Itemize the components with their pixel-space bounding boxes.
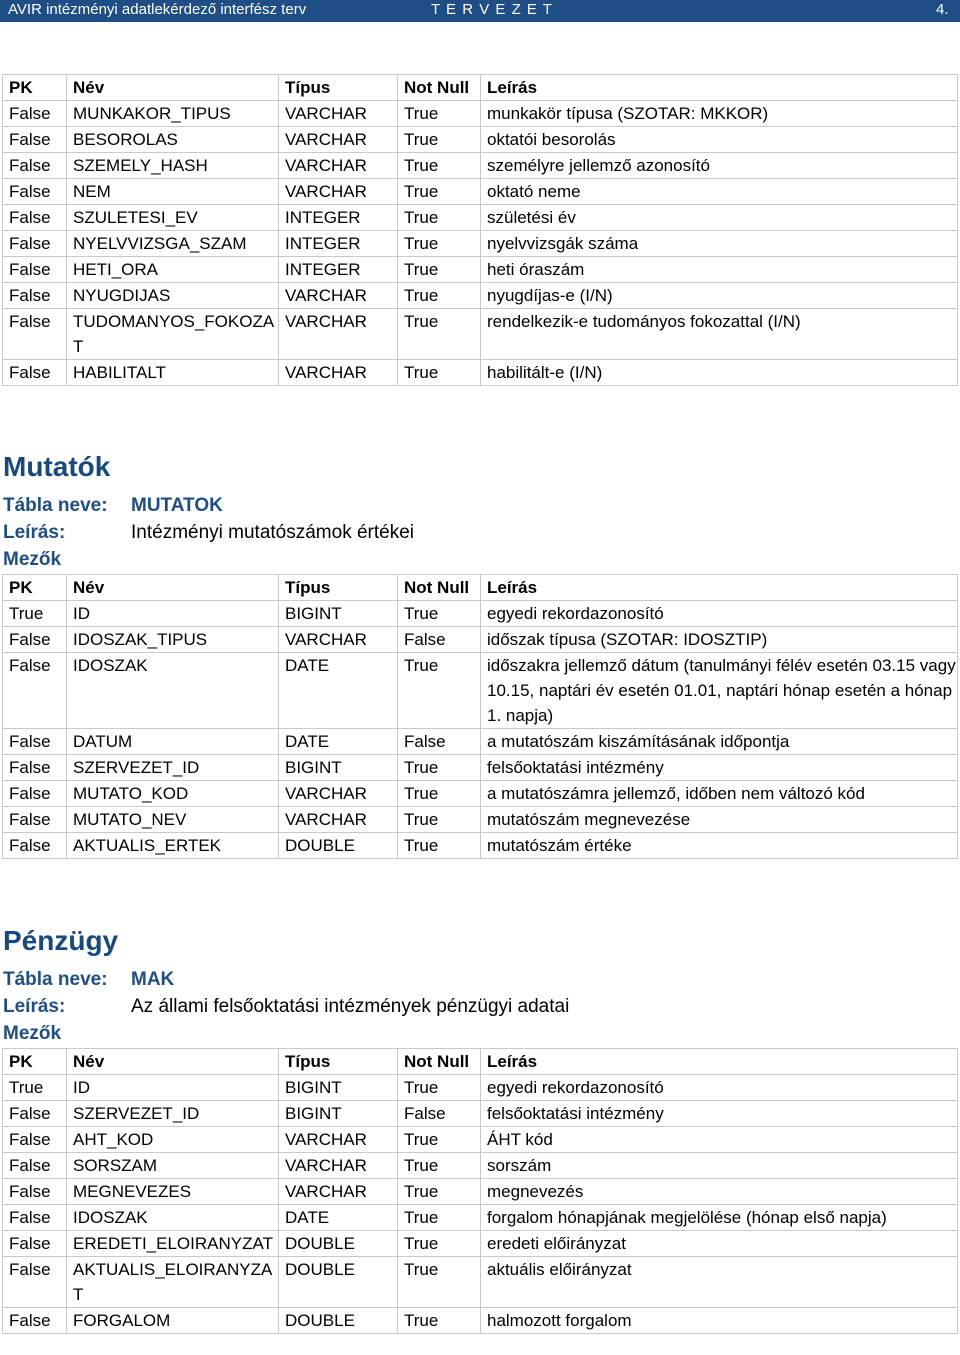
not-null-cell: True [398, 1127, 481, 1153]
name-cell: ID [67, 1075, 279, 1101]
name-cell: IDOSZAK [67, 1205, 279, 1231]
pk-cell: False [3, 101, 67, 127]
description-cell: mutatószám megnevezése [481, 807, 958, 833]
not-null-cell: True [398, 755, 481, 781]
not-null-cell: True [398, 1205, 481, 1231]
table-header-row [3, 1049, 958, 1075]
not-null-cell: True [398, 231, 481, 257]
not-null-cell: True [398, 833, 481, 859]
fields-label: Mezők [3, 549, 62, 570]
column-header-pk: PK [3, 75, 67, 101]
not-null-cell: True [398, 1179, 481, 1205]
table-name-row [3, 492, 223, 519]
description-cell: felsőoktatási intézmény [481, 755, 958, 781]
table-row [3, 1179, 958, 1205]
column-header-type: Típus [279, 1049, 398, 1075]
not-null-cell: False [398, 729, 481, 755]
document-status: T E R V E Z E T [431, 1, 553, 18]
not-null-cell: False [398, 1101, 481, 1127]
table-header-row [3, 575, 958, 601]
name-cell: MUTATO_KOD [67, 781, 279, 807]
table-description-value: Az állami felsőoktatási intézmények pénzügyi adatai [131, 996, 570, 1017]
type-cell: VARCHAR [279, 1179, 398, 1205]
not-null-cell: True [398, 257, 481, 283]
pk-cell: False [3, 1308, 67, 1334]
not-null-cell: True [398, 781, 481, 807]
description-cell: rendelkezik-e tudományos fokozattal (I/N) [481, 309, 958, 360]
name-cell: SORSZAM [67, 1153, 279, 1179]
pk-cell: False [3, 153, 67, 179]
table-row [3, 179, 958, 205]
description-cell: születési év [481, 205, 958, 231]
table-row [3, 627, 958, 653]
description-cell: időszak típusa (SZOTAR: IDOSZTIP) [481, 627, 958, 653]
type-cell: VARCHAR [279, 101, 398, 127]
not-null-cell: True [398, 1153, 481, 1179]
pk-cell: False [3, 1205, 67, 1231]
not-null-cell: True [398, 1231, 481, 1257]
column-header-name: Név [67, 575, 279, 601]
fields-table-oktatok [2, 74, 958, 386]
name-cell: TUDOMANYOS_FOKOZAT [67, 309, 279, 360]
name-cell: SZERVEZET_ID [67, 1101, 279, 1127]
table-row [3, 1308, 958, 1334]
pk-cell: False [3, 1179, 67, 1205]
name-cell: EREDETI_ELOIRANYZAT [67, 1231, 279, 1257]
type-cell: DOUBLE [279, 1231, 398, 1257]
type-cell: VARCHAR [279, 1153, 398, 1179]
table-name-label: Tábla neve: [3, 969, 108, 990]
pk-cell: False [3, 360, 67, 386]
name-cell: AKTUALIS_ERTEK [67, 833, 279, 859]
pk-cell: False [3, 1231, 67, 1257]
table-row [3, 257, 958, 283]
not-null-cell: True [398, 127, 481, 153]
name-cell: SZEMELY_HASH [67, 153, 279, 179]
name-cell: HABILITALT [67, 360, 279, 386]
pk-cell: False [3, 627, 67, 653]
pk-cell: False [3, 1153, 67, 1179]
description-cell: időszakra jellemző dátum (tanulmányi félév esetén 03.15 vagy 10.15, naptári év esetén 01.01, naptári hónap esetén a hónap 1. napja) [481, 653, 958, 729]
type-cell: BIGINT [279, 755, 398, 781]
table-row [3, 729, 958, 755]
table-description-value: Intézményi mutatószámok értékei [131, 522, 415, 543]
column-header-not-null: Not Null [398, 1049, 481, 1075]
description-cell: aktuális előirányzat [481, 1257, 958, 1308]
column-header-description: Leírás [481, 1049, 958, 1075]
name-cell: NEM [67, 179, 279, 205]
pk-cell: False [3, 205, 67, 231]
pk-cell: True [3, 601, 67, 627]
section-title-penzugy: Pénzügy [3, 925, 119, 956]
table-row [3, 360, 958, 386]
table-row [3, 1153, 958, 1179]
pk-cell: False [3, 283, 67, 309]
table-row [3, 1205, 958, 1231]
type-cell: BIGINT [279, 601, 398, 627]
pk-cell: True [3, 1075, 67, 1101]
column-header-type: Típus [279, 75, 398, 101]
table-description-label: Leírás: [3, 522, 66, 543]
not-null-cell: True [398, 205, 481, 231]
table-row [3, 309, 958, 360]
column-header-name: Név [67, 1049, 279, 1075]
not-null-cell: True [398, 807, 481, 833]
description-cell: eredeti előirányzat [481, 1231, 958, 1257]
name-cell: MUNKAKOR_TIPUS [67, 101, 279, 127]
name-cell: MEGNEVEZES [67, 1179, 279, 1205]
description-cell: oktató neme [481, 179, 958, 205]
type-cell: VARCHAR [279, 807, 398, 833]
name-cell: SZERVEZET_ID [67, 755, 279, 781]
not-null-cell: True [398, 653, 481, 729]
column-header-description: Leírás [481, 575, 958, 601]
type-cell: VARCHAR [279, 360, 398, 386]
pk-cell: False [3, 257, 67, 283]
table-name-label: Tábla neve: [3, 495, 108, 516]
description-cell: ÁHT kód [481, 1127, 958, 1153]
not-null-cell: True [398, 283, 481, 309]
pk-cell: False [3, 781, 67, 807]
table-row [3, 1127, 958, 1153]
type-cell: INTEGER [279, 231, 398, 257]
name-cell: HETI_ORA [67, 257, 279, 283]
table-row [3, 153, 958, 179]
table-row [3, 807, 958, 833]
pk-cell: False [3, 755, 67, 781]
table-row [3, 231, 958, 257]
type-cell: DATE [279, 1205, 398, 1231]
pk-cell: False [3, 1127, 67, 1153]
type-cell: DATE [279, 729, 398, 755]
description-cell: mutatószám értéke [481, 833, 958, 859]
not-null-cell: True [398, 360, 481, 386]
pk-cell: False [3, 231, 67, 257]
type-cell: DOUBLE [279, 833, 398, 859]
pk-cell: False [3, 127, 67, 153]
type-cell: VARCHAR [279, 1127, 398, 1153]
name-cell: NYELVVIZSGA_SZAM [67, 231, 279, 257]
document-title: AVIR intézményi adatlekérdező interfész terv [8, 1, 307, 18]
fields-table-mutatok [2, 574, 958, 859]
page-header [0, 0, 960, 22]
description-cell: nyelvvizsgák száma [481, 231, 958, 257]
column-header-not-null: Not Null [398, 575, 481, 601]
table-description-label: Leírás: [3, 996, 66, 1017]
description-cell: megnevezés [481, 1179, 958, 1205]
table-row [3, 1257, 958, 1308]
description-cell: heti óraszám [481, 257, 958, 283]
table-header-row [3, 75, 958, 101]
type-cell: DOUBLE [279, 1257, 398, 1308]
not-null-cell: True [398, 1075, 481, 1101]
type-cell: VARCHAR [279, 309, 398, 360]
table-row [3, 781, 958, 807]
column-header-name: Név [67, 75, 279, 101]
section-title-mutatok: Mutatók [3, 451, 111, 482]
table-row [3, 1101, 958, 1127]
type-cell: DATE [279, 653, 398, 729]
type-cell: DOUBLE [279, 1308, 398, 1334]
type-cell: VARCHAR [279, 781, 398, 807]
table-description-row [3, 993, 570, 1020]
pk-cell: False [3, 833, 67, 859]
column-header-not-null: Not Null [398, 75, 481, 101]
not-null-cell: True [398, 179, 481, 205]
type-cell: VARCHAR [279, 283, 398, 309]
name-cell: FORGALOM [67, 1308, 279, 1334]
description-cell: egyedi rekordazonosító [481, 601, 958, 627]
not-null-cell: True [398, 101, 481, 127]
pk-cell: False [3, 1101, 67, 1127]
table-row [3, 1075, 958, 1101]
not-null-cell: True [398, 153, 481, 179]
name-cell: IDOSZAK_TIPUS [67, 627, 279, 653]
pk-cell: False [3, 807, 67, 833]
description-cell: a mutatószámra jellemző, időben nem változó kód [481, 781, 958, 807]
pk-cell: False [3, 729, 67, 755]
fields-table-mak [2, 1048, 958, 1334]
fields-label: Mezők [3, 1023, 62, 1044]
pk-cell: False [3, 179, 67, 205]
description-cell: a mutatószám kiszámításának időpontja [481, 729, 958, 755]
name-cell: AKTUALIS_ELOIRANYZAT [67, 1257, 279, 1308]
name-cell: BESOROLAS [67, 127, 279, 153]
table-name-value: MAK [131, 969, 175, 990]
table-row [3, 601, 958, 627]
table-row [3, 283, 958, 309]
table-row [3, 1231, 958, 1257]
type-cell: INTEGER [279, 205, 398, 231]
description-cell: oktatói besorolás [481, 127, 958, 153]
pk-cell: False [3, 1257, 67, 1308]
table-description-row [3, 519, 415, 546]
description-cell: felsőoktatási intézmény [481, 1101, 958, 1127]
table-name-row [3, 966, 175, 993]
table-row [3, 101, 958, 127]
description-cell: személyre jellemző azonosító [481, 153, 958, 179]
description-cell: sorszám [481, 1153, 958, 1179]
type-cell: VARCHAR [279, 627, 398, 653]
not-null-cell: False [398, 627, 481, 653]
type-cell: VARCHAR [279, 179, 398, 205]
description-cell: forgalom hónapjának megjelölése (hónap első napja) [481, 1205, 958, 1231]
table-row [3, 833, 958, 859]
name-cell: NYUGDIJAS [67, 283, 279, 309]
name-cell: MUTATO_NEV [67, 807, 279, 833]
description-cell: egyedi rekordazonosító [481, 1075, 958, 1101]
name-cell: SZULETESI_EV [67, 205, 279, 231]
column-header-type: Típus [279, 575, 398, 601]
type-cell: VARCHAR [279, 153, 398, 179]
not-null-cell: True [398, 1308, 481, 1334]
not-null-cell: True [398, 309, 481, 360]
table-row [3, 205, 958, 231]
pk-cell: False [3, 653, 67, 729]
table-row [3, 755, 958, 781]
page-number: 4. [936, 1, 949, 18]
description-cell: halmozott forgalom [481, 1308, 958, 1334]
name-cell: IDOSZAK [67, 653, 279, 729]
table-name-value: MUTATOK [131, 495, 223, 516]
name-cell: DATUM [67, 729, 279, 755]
description-cell: habilitált-e (I/N) [481, 360, 958, 386]
pk-cell: False [3, 309, 67, 360]
column-header-pk: PK [3, 1049, 67, 1075]
not-null-cell: True [398, 1257, 481, 1308]
type-cell: INTEGER [279, 257, 398, 283]
table-row [3, 653, 958, 729]
column-header-description: Leírás [481, 75, 958, 101]
name-cell: ID [67, 601, 279, 627]
description-cell: munkakör típusa (SZOTAR: MKKOR) [481, 101, 958, 127]
type-cell: VARCHAR [279, 127, 398, 153]
description-cell: nyugdíjas-e (I/N) [481, 283, 958, 309]
name-cell: AHT_KOD [67, 1127, 279, 1153]
type-cell: BIGINT [279, 1075, 398, 1101]
type-cell: BIGINT [279, 1101, 398, 1127]
not-null-cell: True [398, 601, 481, 627]
column-header-pk: PK [3, 575, 67, 601]
table-row [3, 127, 958, 153]
